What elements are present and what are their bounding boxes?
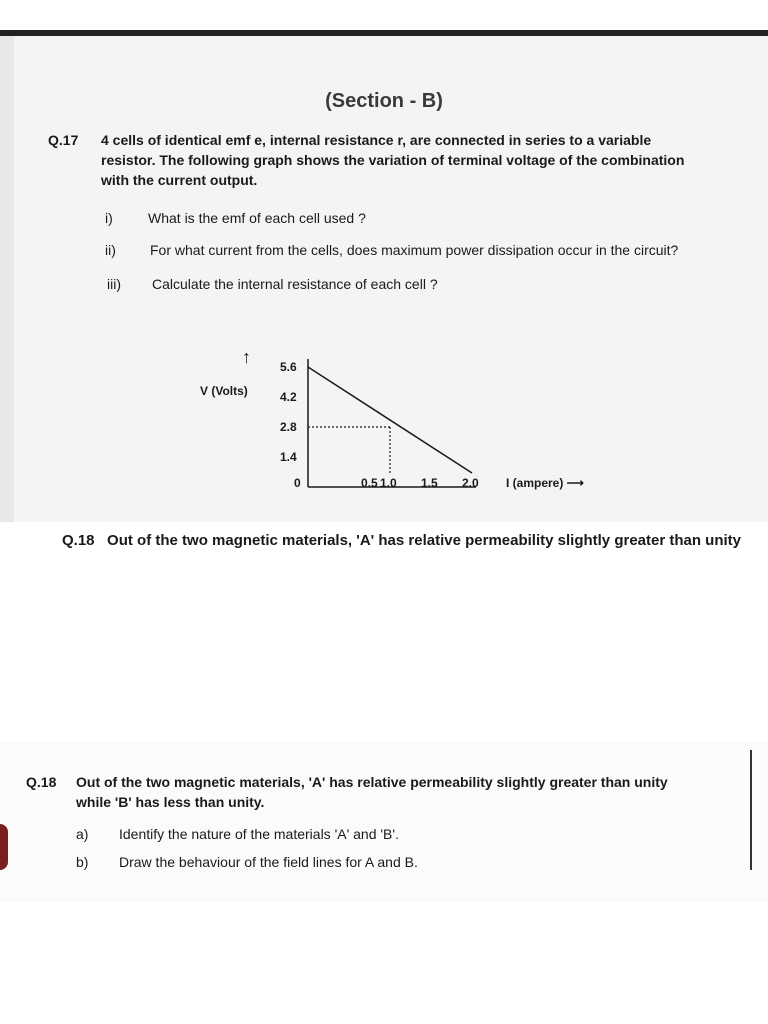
subpart-label: i) xyxy=(105,210,113,226)
subpart-text: Draw the behaviour of the field lines for A and B. xyxy=(119,854,418,870)
q18-cut-number: Q.18 xyxy=(62,532,95,549)
q18-line-1: Out of the two magnetic materials, 'A' has relative permeability slightly greater than unity xyxy=(76,774,668,790)
q17-line-2: resistor. The following graph shows the variation of terminal voltage of the combination xyxy=(101,152,685,168)
question-sheet-lower xyxy=(0,742,768,902)
x-tick-label: 0.5 xyxy=(361,476,378,490)
x-axis-label: I (ampere) ⟶ xyxy=(506,476,584,490)
q18-cut-text: Out of the two magnetic materials, 'A' has relative permeability slightly greater than unity xyxy=(107,532,742,549)
subpart-label: iii) xyxy=(107,276,121,292)
x-tick-labels xyxy=(294,476,479,490)
subpart-label: a) xyxy=(76,826,89,842)
series-line xyxy=(308,367,472,473)
subpart-text: What is the emf of each cell used ? xyxy=(148,210,366,226)
subpart-text: Identify the nature of the materials 'A' and 'B'. xyxy=(119,826,399,842)
x-tick-label: 0 xyxy=(294,476,301,490)
x-tick-label: 2.0 xyxy=(462,476,479,490)
page-edge-line xyxy=(750,750,752,870)
y-axis-label: V (Volts) xyxy=(200,384,248,398)
subpart-text: For what current from the cells, does maximum power dissipation occur in the circuit? xyxy=(150,242,679,258)
binder-mark xyxy=(0,824,8,870)
q18-number: Q.18 xyxy=(26,774,57,790)
y-axis-arrow: ↑ xyxy=(242,347,251,367)
q18-line-2: while 'B' has less than unity. xyxy=(76,794,265,810)
subpart-label: ii) xyxy=(105,242,116,258)
subpart-label: b) xyxy=(76,854,89,870)
y-tick-label: 4.2 xyxy=(280,390,297,404)
y-tick-label: 2.8 xyxy=(280,420,297,434)
vi-graph xyxy=(190,341,650,501)
x-tick-label: 1.5 xyxy=(421,476,438,490)
q17-line-3: with the current output. xyxy=(101,172,258,188)
question-sheet-upper xyxy=(0,30,768,549)
y-tick-labels xyxy=(280,360,297,464)
q17-number: Q.17 xyxy=(48,132,79,148)
x-tick-label: 1.0 xyxy=(380,476,397,490)
q18-cut-preview xyxy=(62,532,741,549)
subpart-text: Calculate the internal resistance of each cell ? xyxy=(152,276,438,292)
y-tick-label: 5.6 xyxy=(280,360,297,374)
y-tick-label: 1.4 xyxy=(280,450,297,464)
section-title: (Section - B) xyxy=(325,90,443,112)
q17-line-1: 4 cells of identical emf e, internal resistance r, are connected in series to a variable xyxy=(101,132,652,148)
